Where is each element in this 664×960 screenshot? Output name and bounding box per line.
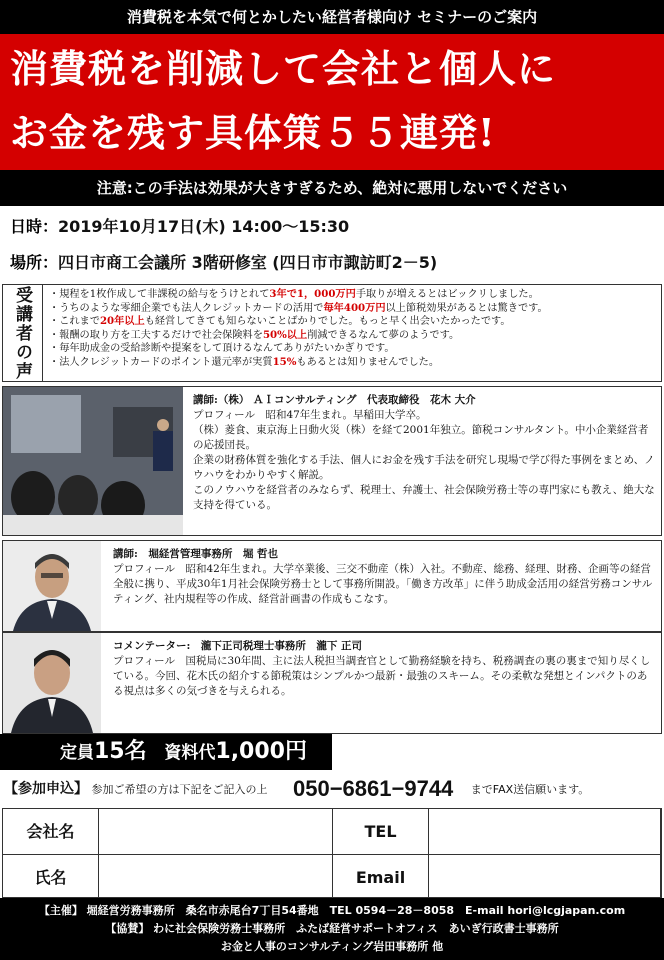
voice-text: 削減できるなんて夢のようです。 xyxy=(307,329,460,341)
capacity-value: 15名 xyxy=(94,739,147,764)
voice-text: 毎年助成金の受給診断や提案をして頂けるなんてありがたいかぎりです。 xyxy=(59,343,395,354)
email-label: Email xyxy=(333,855,429,900)
seminar-subtitle: 消費税を本気で何とかしたい経営者様向け セミナーのご案内 xyxy=(0,0,664,34)
voices-label-cell xyxy=(3,285,43,381)
name-field[interactable] xyxy=(99,855,333,900)
fax-number: 050−6861−9744 xyxy=(293,776,454,801)
application-line xyxy=(4,776,589,802)
tel-field[interactable] xyxy=(429,809,661,854)
footer-sponsors-2: お金と人事のコンサルティング岩田事務所 他 xyxy=(220,940,444,953)
application-form xyxy=(2,808,662,898)
warning-notice: 注意:この手法は効果が大きすぎるため、絶対に悪用しないでください xyxy=(0,170,664,206)
place-value: 四日市商工会議所 3階研修室 (四日市市諏訪町2－5) xyxy=(58,253,438,272)
date-label: 日時： xyxy=(10,217,59,236)
speaker-role: 講師: 堀経営管理事務所 堀 哲也 xyxy=(113,548,279,560)
voice-item xyxy=(49,356,548,370)
speaker-photo xyxy=(3,633,101,733)
place-label: 場所： xyxy=(10,253,59,272)
date-value: 2019年10月17日(木) 14:00〜15:30 xyxy=(58,217,350,236)
voice-item xyxy=(49,288,548,302)
name-label: 氏名 xyxy=(3,855,99,900)
voice-text: 以上節税効果があるとは驚きです。 xyxy=(385,302,548,314)
speaker-profile xyxy=(113,639,655,699)
headline-banner xyxy=(0,34,664,170)
speaker-profile xyxy=(193,393,655,513)
voice-highlight: 毎年400万円 xyxy=(323,301,386,314)
voice-highlight: 50%以上 xyxy=(262,328,308,341)
profile-line: プロフィール 昭和42年生まれ。大学卒業後、三交不動産（株）入社。不動産、総務、経理、財務、企画等の経営全般に携り、平成30年1月社会保険労務士として事務所開設。「働き方改革」に伴う助成金活用の経営労務コンサルティング、社内規程等の作成、経営計画書の作成もこなす。 xyxy=(113,563,653,605)
apply-title: 【参加申込】 xyxy=(4,781,88,797)
voices-list xyxy=(43,285,554,381)
voice-highlight: 20年以上 xyxy=(99,315,145,327)
form-row xyxy=(3,809,661,854)
profile-line: プロフィール 国税局に30年間、主に法人税担当調査官として勤務経験を持ち、税務調査の裏の裏まで知り尽くしている。今回、花木氏の紹介する節税策はシンプルかつ最新・最強のスキーム。その柔軟な発想とインパクトのある視点は多くの気づきを与えられる。 xyxy=(113,655,651,697)
form-row xyxy=(3,854,661,899)
speaker-role: 講師:（株） ＡＩコンサルティング 代表取締役 花木 大介 xyxy=(193,394,476,406)
fee-value: 1,000円 xyxy=(215,739,307,764)
voice-text: うちのような零細企業でも法人クレジットカードの活用で xyxy=(59,302,324,314)
organizer-footer xyxy=(0,898,664,960)
speaker-profile xyxy=(113,547,655,607)
voice-text: 規程を1枚作成して非課税の給与をうけとれて xyxy=(59,289,270,300)
voice-text: もあるとは知りませんでした。 xyxy=(296,356,440,368)
footer-sponsors: 【協賛】 わに社会保険労務士事務所 ふたば経営サポートオフィス あいぎ行政書士事務所 xyxy=(105,922,559,935)
speaker-hanaki xyxy=(2,386,662,536)
voice-item xyxy=(49,315,548,329)
event-place xyxy=(10,250,437,273)
voice-item xyxy=(49,302,548,316)
voice-text: 法人クレジットカードのポイント還元率が実質 xyxy=(59,356,273,368)
email-field[interactable] xyxy=(429,855,661,900)
voice-highlight: 3年で1，000万円 xyxy=(269,288,356,300)
fee-label: 資料代 xyxy=(164,743,216,763)
profile-line: プロフィール 昭和47年生まれ。早稲田大学卒。 xyxy=(193,409,427,421)
seminar-photo xyxy=(3,387,183,535)
speaker-hori xyxy=(2,540,662,632)
footer-organizer: 【主催】 堀経営労務事務所 桑名市赤尾台7丁目54番地 TEL 0594－28－8058 E-mail hori@lcgjapan.com xyxy=(38,904,626,917)
profile-line: このノウハウを経営者のみならず、税理士、弁護士、社会保険労務士等の専門家にも教え、絶大な支持を得ている。 xyxy=(193,484,655,511)
profile-line: （株）菱食、東京海上日動火災（株）を経て2001年独立。節税コンサルタント。中小企業経営者の応援団長。 xyxy=(193,424,649,451)
company-field[interactable] xyxy=(99,809,333,854)
apply-suffix: までFAX送信願います。 xyxy=(470,783,590,796)
speaker-photo xyxy=(3,541,101,631)
profile-line: 企業の財務体質を強化する手法、個人にお金を残す手法を研究し現場で学び得た事例をまとめ、ノウハウをわかりやすく解説。 xyxy=(193,454,655,481)
speaker-takishita xyxy=(2,632,662,734)
voice-text: 手取りが増えるとはビックリしました。 xyxy=(355,289,539,300)
voice-highlight: 15% xyxy=(272,355,297,368)
apply-text: 参加ご希望の方は下記をご記入の上 xyxy=(91,783,268,796)
voice-item xyxy=(49,329,548,343)
voice-text: 報酬の取り方を工夫するだけで社会保険料を xyxy=(59,329,263,341)
capacity-label: 定員 xyxy=(60,743,94,763)
company-label: 会社名 xyxy=(3,809,99,854)
headline-line-2: お金を残す具体策５５連発! xyxy=(10,110,496,155)
tel-label: TEL xyxy=(333,809,429,854)
speaker-role: コメンテーター: 瀧下正司税理士事務所 瀧下 正司 xyxy=(113,640,363,652)
capacity-fee-band xyxy=(0,734,332,770)
voice-text: も経営してきても知らないことばかりでした。もっと早く出会いたかったです。 xyxy=(144,316,511,327)
participant-voices xyxy=(2,284,662,382)
voice-item xyxy=(49,342,548,356)
voice-text: これまで xyxy=(59,316,100,327)
headline-line-1: 消費税を削減して会社と個人に xyxy=(10,46,557,91)
event-date xyxy=(10,214,349,237)
voices-label: 受講者の声 xyxy=(12,285,32,381)
